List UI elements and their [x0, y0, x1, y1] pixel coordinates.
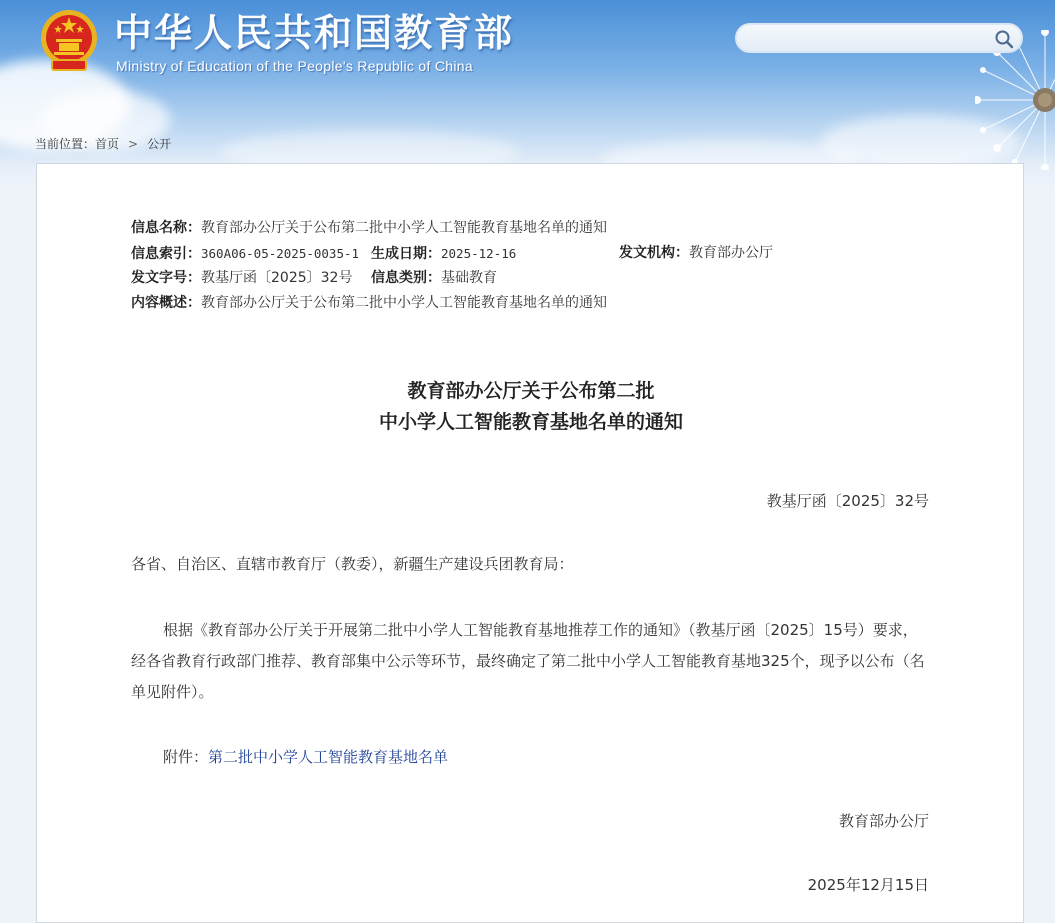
document-number: 教基厅函〔2025〕32号 [766, 492, 929, 510]
document-title-line: 教育部办公厅关于公布第二批 [407, 380, 655, 402]
meta-value: 教育部办公厅关于公布第二批中小学人工智能教育基地名单的通知 [201, 220, 607, 236]
site-subtitle: Ministry of Education of the People's Republic of China [116, 58, 473, 74]
meta-row-index [131, 241, 851, 266]
document-title [37, 376, 1025, 438]
breadcrumb-prefix: 当前位置： [35, 137, 96, 151]
meta-label: 信息索引： [131, 246, 201, 262]
document-salutation: 各省、自治区、直辖市教育厅（教委），新疆生产建设兵团教育局： [131, 555, 574, 573]
search-box [735, 23, 1023, 53]
meta-value: 教育部办公厅关于公布第二批中小学人工智能教育基地名单的通知 [201, 295, 607, 311]
attachment [163, 746, 448, 767]
content-panel [36, 163, 1024, 923]
meta-label: 信息类别： [371, 270, 441, 286]
breadcrumb-home-link[interactable]: 首页 [95, 137, 120, 151]
meta-value: 2025-12-16 [441, 246, 517, 261]
document-date: 2025年12月15日 [807, 876, 929, 894]
breadcrumb-public-link[interactable]: 公开 [147, 137, 172, 151]
meta-value: 教基厅函〔2025〕32号 [201, 270, 353, 286]
breadcrumb-separator-icon: > [128, 136, 139, 151]
breadcrumb [35, 135, 171, 152]
attachment-label: 附件： [163, 748, 209, 766]
meta-label: 发文机构： [619, 245, 689, 261]
info-metadata [131, 216, 851, 316]
meta-value: 基础教育 [441, 270, 497, 286]
meta-label: 内容概述： [131, 295, 201, 311]
meta-label: 生成日期： [371, 246, 441, 262]
document-body: 根据《教育部办公厅关于开展第二批中小学人工智能教育基地推荐工作的通知》（教基厅函〔2025〕15号）要求，经各省教育行政部门推荐、教育部集中公示等环节，最终确定了第二批中小学人工智能教育基地325个，现予以公布（名单见附件）。 [131, 621, 925, 701]
document-title-line: 中小学人工智能教育基地名单的通知 [378, 411, 683, 433]
meta-value: 教育部办公厅 [689, 245, 773, 261]
attachment-link[interactable]: 第二批中小学人工智能教育基地名单 [208, 748, 449, 766]
meta-row-name [131, 216, 851, 241]
meta-label: 信息名称： [131, 220, 201, 236]
meta-row-docno [131, 266, 851, 291]
search-input[interactable] [749, 29, 993, 51]
document-signer: 教育部办公厅 [838, 812, 929, 830]
national-emblem-icon [38, 8, 100, 74]
search-icon [993, 28, 1015, 50]
meta-label: 发文字号： [131, 270, 201, 286]
meta-row-summary [131, 291, 851, 316]
meta-value: 360A06-05-2025-0035-1 [201, 246, 360, 261]
search-button[interactable] [993, 28, 1015, 50]
header-banner [0, 0, 1055, 190]
site-title: 中华人民共和国教育部 [114, 11, 515, 55]
